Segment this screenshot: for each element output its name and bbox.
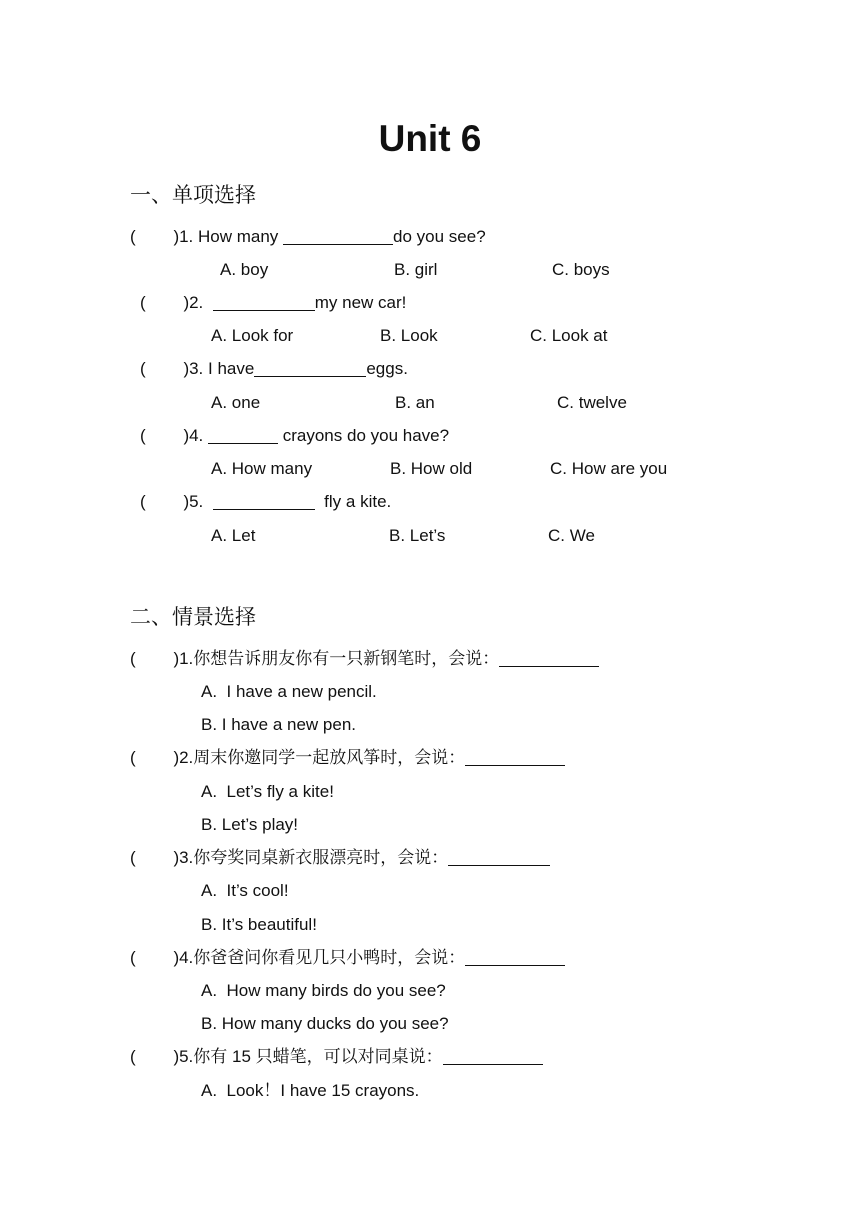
answer-blank [213, 492, 315, 510]
s1-question-3: ( )3. I have eggs. [140, 359, 408, 378]
answer-blank [448, 848, 550, 866]
answer-blank [443, 1047, 543, 1065]
s1-q2-option-a: A. Look for [211, 326, 294, 345]
s1-q2-option-c: C. Look at [530, 326, 608, 345]
s1-q3-option-a: A. one [211, 393, 261, 412]
s2-q5-option-a: A. Look！I have 15 crayons. [201, 1081, 420, 1100]
answer-blank [465, 748, 565, 766]
s1-q5-option-a: A. Let [211, 526, 256, 545]
answer-blank [283, 227, 393, 245]
answer-blank [208, 426, 278, 444]
s2-question-3: ( )3.你夸奖同桌新衣服漂亮时，会说： [130, 847, 550, 869]
s1-q1-option-b: B. girl [394, 260, 438, 279]
s1-q2-option-b: B. Look [380, 326, 438, 345]
s1-question-1: ( )1. How many do you see? [130, 227, 486, 246]
s1-q4-option-a: A. How many [211, 459, 313, 478]
section-2-heading: 二、情景选择 [130, 606, 256, 629]
answer-blank [465, 948, 565, 966]
s2-q1-option-b: B. I have a new pen. [201, 715, 356, 734]
answer-blank [213, 293, 315, 311]
s1-q4-option-c: C. How are you [550, 459, 668, 478]
s1-q4-option-b: B. How old [390, 459, 473, 478]
s1-question-4: ( )4. crayons do you have? [140, 426, 450, 445]
s1-q3-option-b: B. an [395, 393, 435, 412]
s2-q2-option-b: B. Let’s play! [201, 815, 299, 834]
s1-q1-option-c: C. boys [552, 260, 610, 279]
s1-question-5: ( )5. fly a kite. [140, 492, 392, 511]
s2-q3-option-a: A. It’s cool! [201, 881, 289, 900]
s2-question-5: ( )5.你有 15 只蜡笔，可以对同桌说： [130, 1046, 543, 1068]
s2-question-1: ( )1.你想告诉朋友你有一只新钢笔时，会说： [130, 648, 599, 670]
s2-q4-option-a: A. How many birds do you see? [201, 981, 446, 1000]
s1-q5-option-b: B. Let’s [389, 526, 446, 545]
s1-q5-option-c: C. We [548, 526, 595, 545]
s1-q1-option-a: A. boy [220, 260, 269, 279]
s2-q4-option-b: B. How many ducks do you see? [201, 1014, 449, 1033]
s2-question-4: ( )4.你爸爸问你看见几只小鸭时，会说： [130, 947, 565, 969]
s2-q1-option-a: A. I have a new pencil. [201, 682, 377, 701]
s1-q3-option-c: C. twelve [557, 393, 627, 412]
s2-q3-option-b: B. It’s beautiful! [201, 915, 317, 934]
s1-question-2: ( )2. my new car! [140, 293, 407, 312]
s2-question-2: ( )2.周末你邀同学一起放风筝时，会说： [130, 747, 565, 769]
page-title: Unit 6 [378, 118, 482, 159]
answer-blank [499, 649, 599, 667]
section-1-heading: 一、单项选择 [130, 184, 256, 207]
s2-q2-option-a: A. Let’s fly a kite! [201, 782, 334, 801]
answer-blank [254, 359, 366, 377]
